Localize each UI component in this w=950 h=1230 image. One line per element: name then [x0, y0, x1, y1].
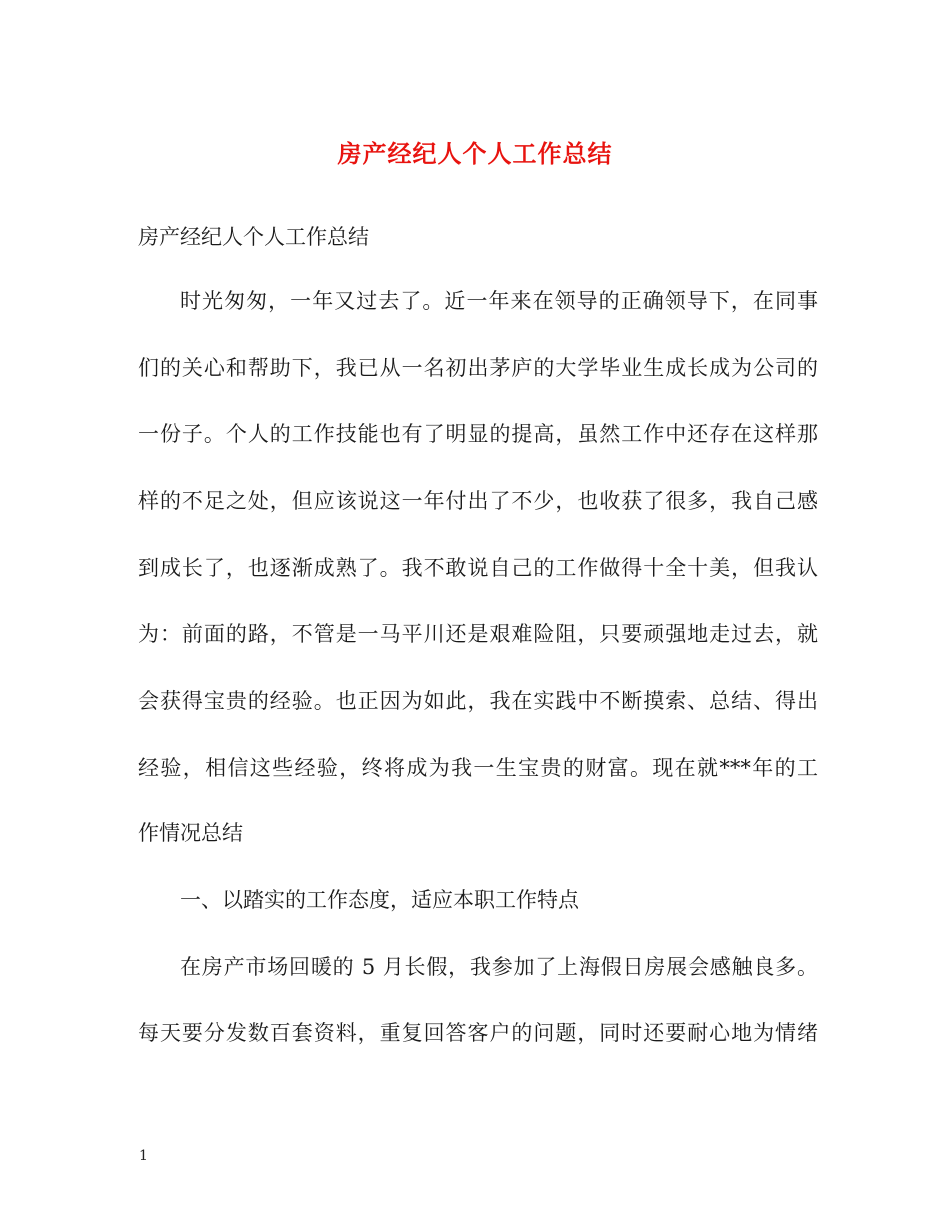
paragraph-line: 作情况总结 — [138, 821, 243, 845]
page-number: 1 — [139, 1148, 148, 1164]
paragraph-line: 一份子。个人的工作技能也有了明显的提高，虽然工作中还存在这样那 — [138, 422, 818, 446]
paragraph-line: 到成长了，也逐渐成熟了。我不敢说自己的工作做得十全十美，但我认 — [138, 556, 818, 580]
paragraph-line: 为：前面的路，不管是一马平川还是艰难险阻，只要顽强地走过去，就 — [138, 622, 818, 646]
paragraph-line: 会获得宝贵的经验。也正因为如此，我在实践中不断摸索、总结、得出 — [138, 689, 818, 713]
paragraph-line: 时光匆匆，一年又过去了。近一年来在领导的正确领导下，在同事 — [180, 289, 818, 313]
paragraph-line: 经验，相信这些经验，终将成为我一生宝贵的财富。现在就***年的工 — [138, 756, 818, 780]
paragraph-line: 每天要分发数百套资料，重复回答客户的问题，同时还要耐心地为情绪 — [138, 1021, 818, 1045]
paragraph-line: 们的关心和帮助下，我已从一名初出茅庐的大学毕业生成长成为公司的 — [138, 356, 818, 380]
section-heading: 一、以踏实的工作态度，适应本职工作特点 — [180, 888, 579, 912]
paragraph-line: 样的不足之处，但应该说这一年付出了不少，也收获了很多，我自己感 — [138, 489, 818, 513]
paragraph-line: 在房产市场回暖的 5 月长假，我参加了上海假日房展会感触良多。 — [180, 955, 818, 979]
document-title: 房产经纪人个人工作总结 — [337, 139, 613, 168]
subtitle-line: 房产经纪人个人工作总结 — [138, 225, 369, 249]
